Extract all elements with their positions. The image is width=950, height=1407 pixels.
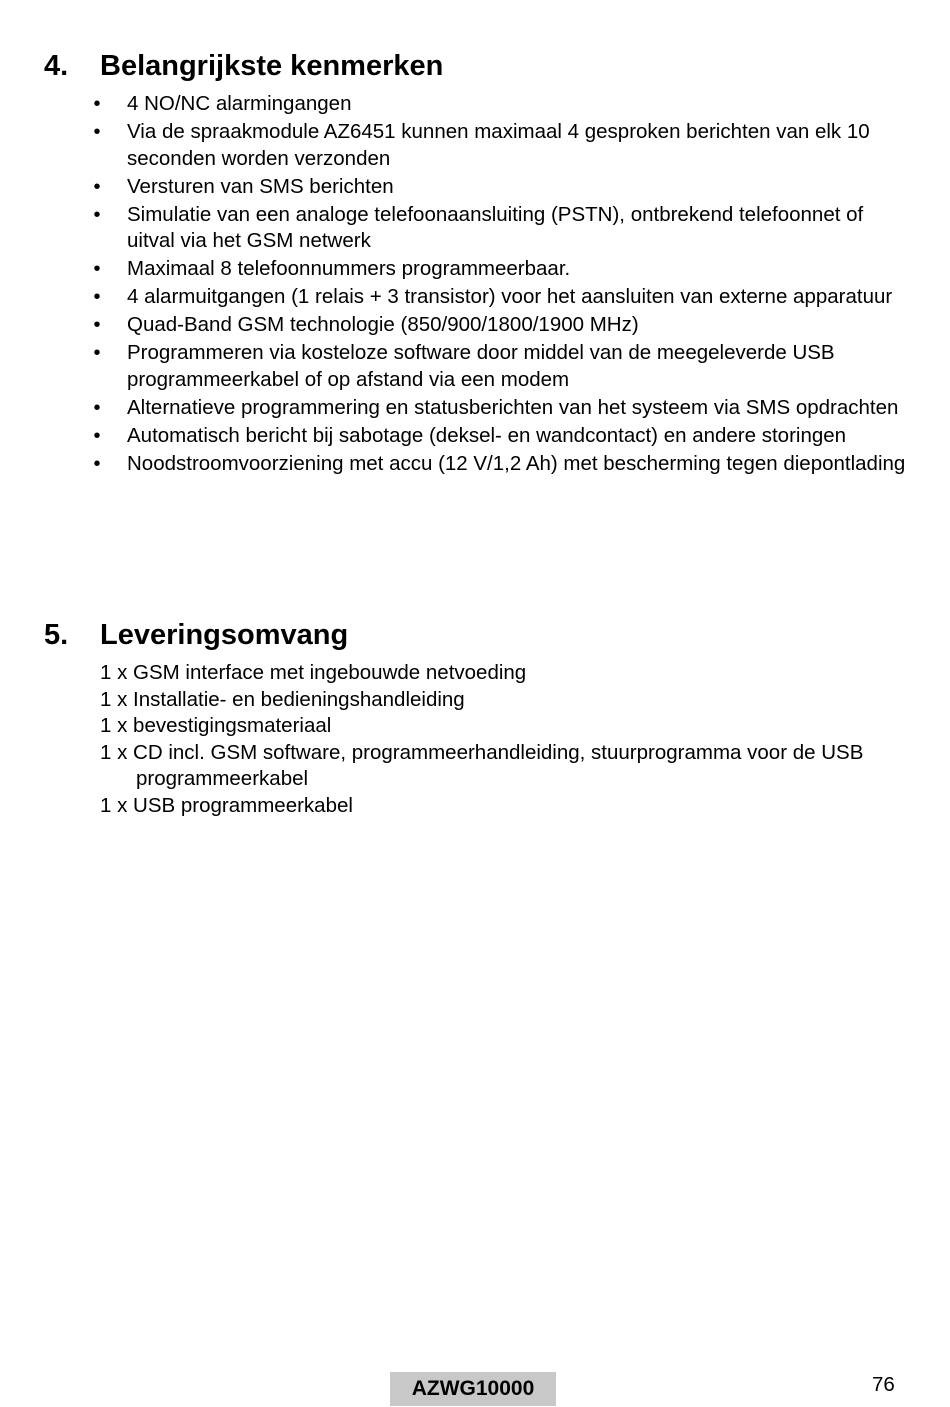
- list-item-text: Quad-Band GSM technologie (850/900/1800/1900 MHz): [127, 313, 639, 336]
- list-item-text: Alternatieve programmering en statusberichten van het systeem via SMS opdrachten: [127, 395, 899, 419]
- bullet-icon: •: [93, 121, 101, 143]
- bullet-icon: •: [93, 314, 101, 336]
- section-title: Belangrijkste kenmerken: [100, 50, 444, 82]
- section-heading: [0, 615, 950, 655]
- list-item: 1 x bevestigingsmateriaal: [100, 714, 332, 737]
- bullet-icon: •: [93, 93, 101, 115]
- list-item-text: Programmeren via kosteloze software door middel van de meegeleverde USB programmeerkabel of op afstand via een modem: [127, 341, 835, 391]
- model-label: AZWG10000: [390, 1372, 556, 1406]
- list-item: [0, 119, 950, 172]
- bullet-icon: •: [93, 342, 101, 364]
- list-item-text: 4 alarmuitgangen (1 relais + 3 transistor) voor het aansluiten van externe apparatuur: [127, 285, 893, 308]
- list-item: [0, 340, 950, 393]
- list-item: [0, 451, 950, 478]
- list-item: [0, 174, 950, 201]
- list-item-text: Noodstroomvoorziening met accu (12 V/1,2 Ah) met bescherming tegen diepontlading: [127, 451, 906, 475]
- bullet-icon: •: [93, 396, 101, 419]
- list-item-text: 4 NO/NC alarmingangen: [127, 92, 352, 115]
- section-delivery: [0, 615, 950, 819]
- section-number: 4.: [44, 50, 69, 82]
- bullet-icon: •: [93, 203, 101, 226]
- delivery-list: [0, 660, 950, 819]
- list-item: [0, 423, 950, 450]
- list-item: 1 x GSM interface met ingebouwde netvoeding: [100, 661, 527, 684]
- list-item-text: Via de spraakmodule AZ6451 kunnen maximaal 4 gesproken berichten van elk 10 seconden worden verzonden: [127, 120, 870, 170]
- list-item: 1 x USB programmeerkabel: [100, 793, 353, 817]
- list-item-text: Versturen van SMS berichten: [127, 174, 394, 198]
- list-item: [0, 91, 950, 118]
- list-item: [0, 202, 950, 255]
- bullet-icon: •: [93, 424, 101, 447]
- list-item-text: Automatisch bericht bij sabotage (deksel- en wandcontact) en andere storingen: [127, 423, 847, 447]
- bullet-icon: •: [93, 452, 101, 475]
- list-item: 1 x CD incl. GSM software, programmeerhandleiding, stuurprogramma voor de USB programmeerkabel: [100, 740, 864, 790]
- bullet-icon: •: [93, 286, 101, 308]
- list-item: [0, 256, 950, 283]
- list-item-text: Simulatie van een analoge telefoonaansluiting (PSTN), ontbrekend telefoonnet of uitval via het GSM netwerk: [127, 202, 864, 252]
- section-features: [0, 46, 950, 479]
- section-title: Leveringsomvang: [100, 619, 349, 651]
- list-item-text: Maximaal 8 telefoonnummers programmeerbaar.: [127, 257, 571, 280]
- list-item: 1 x Installatie- en bedieningshandleiding: [100, 687, 465, 711]
- list-item: [0, 395, 950, 422]
- section-heading: [0, 46, 950, 86]
- section-number: 5.: [44, 619, 69, 651]
- features-list: [0, 91, 950, 477]
- page-number: 76: [872, 1373, 895, 1396]
- list-item: [0, 284, 950, 311]
- bullet-icon: •: [93, 258, 101, 280]
- list-item: [0, 312, 950, 339]
- bullet-icon: •: [93, 175, 101, 198]
